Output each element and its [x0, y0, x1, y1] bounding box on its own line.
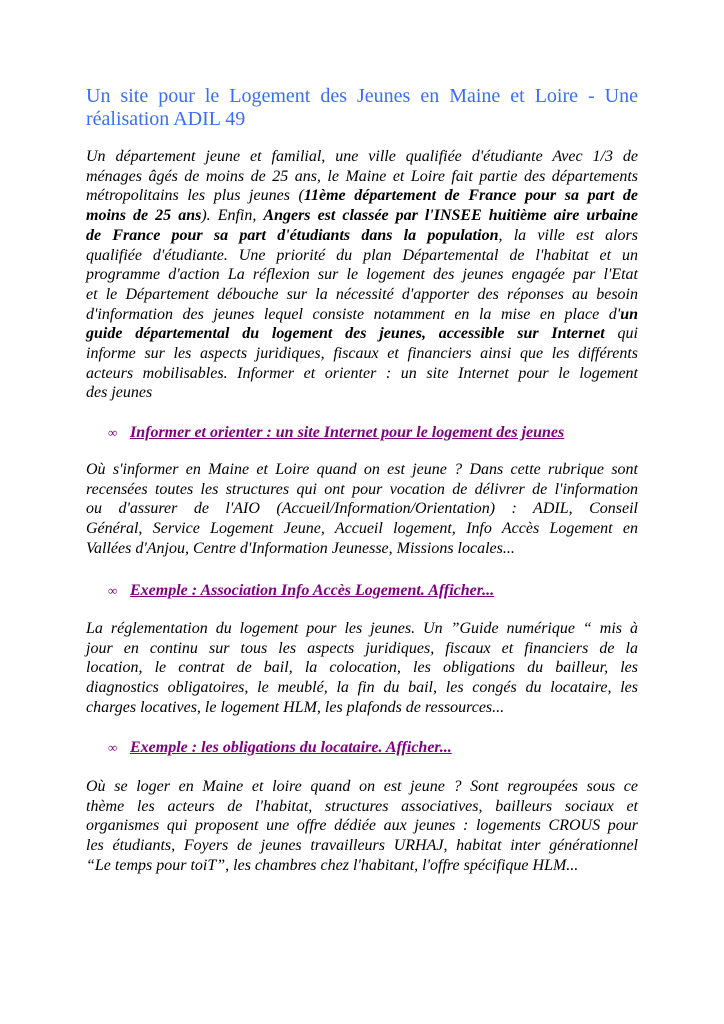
text-line [86, 460, 638, 480]
text-line [86, 305, 638, 325]
text: Où se loger en Maine et loire quand on est jeune ? Sont regroupées sous ce [86, 778, 638, 795]
text-line [86, 519, 638, 539]
text: Un département jeune et familial, une ville qualifiée d'étudiante Avec 1/3 de [86, 148, 638, 165]
text: thème les acteurs de l'habitat, structures associatives, bailleurs sociaux et [86, 797, 638, 815]
text-line [86, 324, 638, 344]
text-line [86, 836, 638, 856]
text-line [86, 856, 638, 876]
text-line [86, 639, 638, 659]
text-line [86, 344, 638, 364]
link-item-informer-orienter[interactable] [108, 423, 564, 443]
text-line [86, 816, 638, 836]
text: acteurs mobilisables. Informer et orienter : un site Internet pour le logement [86, 364, 638, 382]
text: Général, Service Logement Jeune, Accueil logement, Info Accès Logement en [86, 520, 638, 538]
text-line [86, 167, 638, 187]
text-line [86, 480, 638, 500]
paragraph-se-loger [86, 777, 638, 876]
text-line [86, 678, 638, 698]
infinity-bullet-icon: ∞ [108, 583, 118, 598]
link-informer-orienter[interactable]: Informer et orienter : un site Internet pour le logement des jeunes [130, 424, 565, 441]
link-item-exemple-obligations[interactable] [108, 738, 452, 758]
link-exemple-association[interactable]: Exemple : Association Info Accès Logement. Afficher... [130, 582, 495, 599]
text: et le Département débouche sur la nécessité d'apporter des réponses au besoin [86, 285, 638, 303]
paragraph-sinformer [86, 460, 638, 559]
text: ménages âgés de moins de 25 ans, le Maine et Loire fait partie des départements [86, 167, 638, 185]
text-line [86, 797, 638, 817]
bold-text: guide départemental du logement des jeunes, accessible sur Internet [86, 325, 605, 343]
text-line [86, 265, 638, 285]
text: réalisation ADIL 49 [86, 108, 246, 130]
text: programme d'action La réflexion sur le logement des jeunes engagée par l'Etat [86, 266, 638, 284]
text: informe sur les aspects juridiques, fiscaux et financiers ainsi que les différents [86, 345, 638, 363]
text-line [86, 246, 638, 266]
text: qualifiée d'étudiante. Une priorité du plan Départemental de l'habitat et un [86, 246, 638, 264]
text: organismes qui proposent une offre dédiée aux jeunes : logements CROUS pour [86, 817, 638, 835]
text: Un site pour le Logement des Jeunes en Maine et Loire - Une [86, 85, 638, 107]
text-line [86, 539, 638, 559]
text-line [86, 285, 638, 305]
text: les étudiants, Foyers de jeunes travailleurs URHAJ, habitat inter générationnel [86, 837, 638, 855]
page-title [86, 85, 638, 131]
bold-text: de France pour sa part d'étudiants dans la population [86, 226, 499, 244]
text-line [86, 619, 638, 639]
text-line [86, 698, 638, 718]
text-line [86, 364, 638, 384]
text: Vallées d'Anjou, Centre d'Information Jeunesse, Missions locales... [86, 539, 515, 557]
link-exemple-obligations[interactable]: Exemple : les obligations du locataire. Afficher... [130, 739, 452, 756]
text-line [86, 206, 638, 226]
text: des jeunes [86, 384, 153, 402]
intro-paragraph [86, 147, 638, 403]
text-line [86, 499, 638, 519]
text: ou d'assurer de l'AIO (Accueil/Information/Orientation) : ADIL, Conseil [86, 500, 638, 518]
bold-text: moins de 25 ans [86, 207, 202, 225]
text: charges locatives, le logement HLM, les plafonds de ressources... [86, 698, 505, 716]
text: , la ville est alors [498, 226, 639, 244]
bold-text: Angers est classée par l'INSEE huitième aire urbaine [263, 207, 638, 225]
text: jour en continu sur tous les aspects juridiques, fiscaux et financiers de la [86, 639, 638, 657]
infinity-bullet-icon: ∞ [108, 425, 118, 440]
text: Où s'informer en Maine et Loire quand on est jeune ? Dans cette rubrique sont [86, 461, 638, 478]
text-line [86, 108, 638, 131]
text-line [86, 147, 638, 167]
text: d'information des jeunes lequel consiste notamment en la mise en place d' [86, 305, 621, 323]
text: métropolitains les plus jeunes ( [86, 187, 304, 205]
text-line [86, 85, 638, 108]
text: “Le temps pour toiT”, les chambres chez l'habitant, l'offre spécifique HLM... [86, 856, 579, 874]
text: qui [604, 325, 639, 343]
text: recensées toutes les structures qui ont pour vocation de délivrer de l'information [86, 480, 638, 498]
text-line [86, 658, 638, 678]
text: diagnostics obligatoires, le meublé, la fin du bail, les congés du locataire, les [86, 679, 638, 697]
paragraph-reglementation [86, 619, 638, 718]
link-item-exemple-association[interactable] [108, 581, 494, 601]
bold-text: 11ème département de France pour sa part de [303, 187, 639, 205]
text: La réglementation du logement pour les jeunes. Un ”Guide numérique “ mis à [86, 620, 638, 637]
text-line [86, 226, 638, 246]
bold-text: un [620, 305, 638, 323]
text: ). Enfin, [201, 207, 264, 225]
text: location, le contrat de bail, la colocation, les obligations du bailleur, les [86, 659, 638, 677]
text-line [86, 383, 638, 403]
infinity-bullet-icon: ∞ [108, 740, 118, 755]
text-line [86, 186, 638, 206]
text-line [86, 777, 638, 797]
